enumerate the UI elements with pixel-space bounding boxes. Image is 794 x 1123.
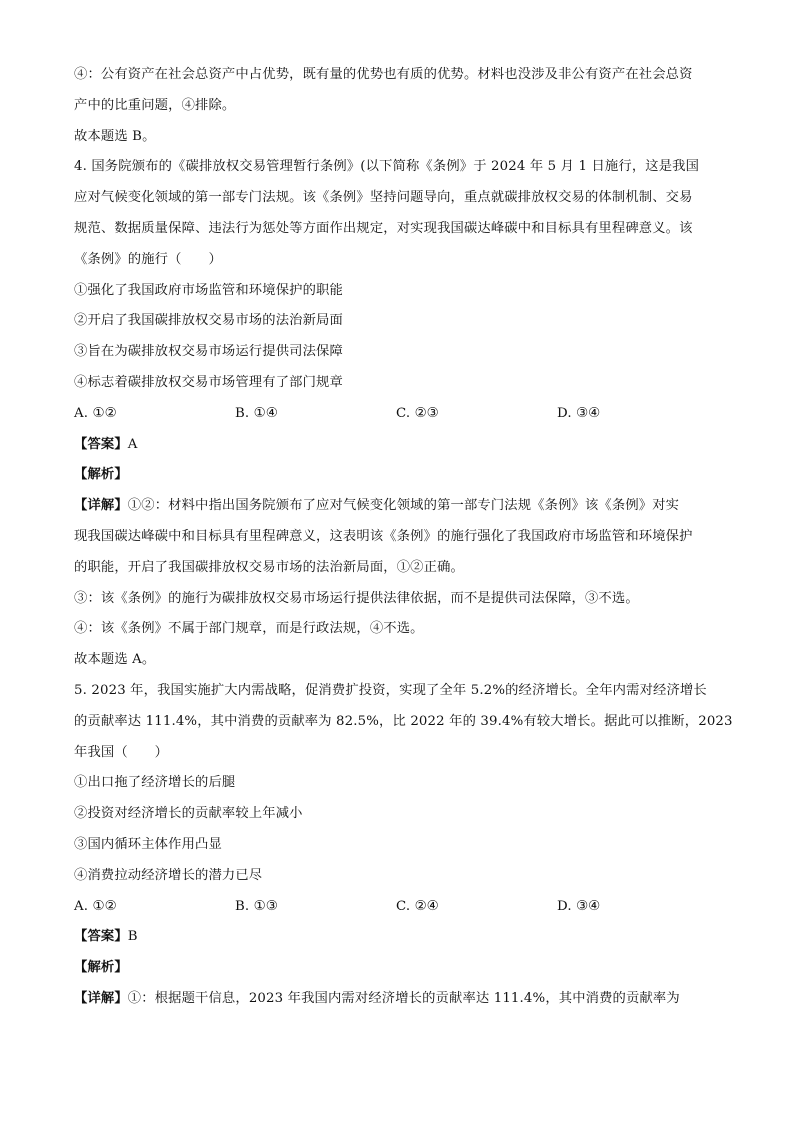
text-line: 的职能，开启了我国碳排放权交易市场的法治新局面，①②正确。 <box>74 559 464 575</box>
statement-item: ②开启了我国碳排放权交易市场的法治新局面 <box>74 313 343 329</box>
option-b: B. ①④ <box>235 405 278 421</box>
option-c: C. ②③ <box>396 405 439 421</box>
analysis-line <box>74 953 726 984</box>
analysis-line <box>74 460 726 491</box>
text-line: 年我国（ ） <box>74 744 169 760</box>
text-line: 现我国碳达峰碳中和目标具有里程碑意义，这表明该《条例》的施行强化了我国政府市场监管和环境保护 <box>74 528 693 544</box>
text-line: 的贡献率达 111.4%，其中消费的贡献率为 82.5%，比 2022 年的 39.4%有较大增长。据此可以推断，2023 <box>74 713 733 729</box>
answer-tag: 【答案】 <box>74 436 128 452</box>
question-4-stem: 4. 国务院颁布的《碳排放权交易管理暂行条例》(以下简称《条例》于 2024 年 5 月 1 日施行，这是我国 <box>74 159 700 175</box>
option-a: A. ①② <box>74 405 117 421</box>
text-line: 应对气候变化领域的第一部专门法规。该《条例》坚持问题导向，重点就碳排放权交易的体制机制、交易 <box>74 190 693 206</box>
option-d: D. ③④ <box>557 405 601 421</box>
option-b: B. ①③ <box>235 898 278 914</box>
answer-value: B <box>127 929 138 945</box>
analysis-tag: 【解析】 <box>74 960 128 976</box>
text-line: 产中的比重问题，④排除。 <box>74 97 236 113</box>
statement-item: ①强化了我国政府市场监管和环境保护的职能 <box>74 282 343 298</box>
option-a: A. ①② <box>74 898 117 914</box>
answer-tag: 【答案】 <box>74 929 128 945</box>
statement-item: ①出口拖了经济增长的后腿 <box>74 775 236 791</box>
statement-item: ②投资对经济增长的贡献率较上年减小 <box>74 806 303 822</box>
text-line: 故本题选 B。 <box>74 128 156 144</box>
answer-options <box>74 892 726 923</box>
text-line: ④：公有资产在社会总资产中占优势，既有量的优势也有质的优势。材料也没涉及非公有资产在社会总资 <box>74 67 693 82</box>
detail-line <box>74 491 726 522</box>
option-d: D. ③④ <box>557 898 601 914</box>
text-line: 《条例》的施行（ ） <box>74 251 222 267</box>
answer-line <box>74 430 726 461</box>
text-line: ③：该《条例》的施行为碳排放权交易市场运行提供法律依据，而不是提供司法保障，③不选。 <box>74 590 639 606</box>
analysis-tag: 【解析】 <box>74 467 128 483</box>
statement-item: ④消费拉动经济增长的潜力已尽 <box>74 867 263 883</box>
question-5-stem: 5. 2023 年，我国实施扩大内需战略，促消费扩投资，实现了全年 5.2%的经济增长。全年内需对经济增长 <box>74 682 707 698</box>
answer-options <box>74 399 726 430</box>
text-line: ④：该《条例》不属于部门规章，而是行政法规，④不选。 <box>74 621 424 637</box>
statement-item: ④标志着碳排放权交易市场管理有了部门规章 <box>74 374 343 390</box>
detail-tag: 【详解】 <box>74 498 128 514</box>
detail-text: ①②：材料中指出国务院颁布了应对气候变化领域的第一部专门法规《条例》该《条例》对实 <box>127 498 680 514</box>
statement-item: ③旨在为碳排放权交易市场运行提供司法保障 <box>74 344 343 360</box>
document-page <box>74 60 733 1015</box>
statement-item: ③国内循环主体作用凸显 <box>74 836 222 852</box>
answer-value: A <box>127 436 138 452</box>
detail-tag: 【详解】 <box>74 990 128 1006</box>
option-c: C. ②④ <box>396 898 439 914</box>
detail-line <box>74 984 726 1015</box>
text-line: 故本题选 A。 <box>74 652 156 668</box>
answer-line <box>74 922 726 953</box>
text-line: 规范、数据质量保障、违法行为惩处等方面作出规定，对实现我国碳达峰碳中和目标具有里程碑意义。该 <box>74 220 693 236</box>
detail-text: ①：根据题干信息，2023 年我国内需对经济增长的贡献率达 111.4%，其中消费的贡献率为 <box>127 990 680 1006</box>
